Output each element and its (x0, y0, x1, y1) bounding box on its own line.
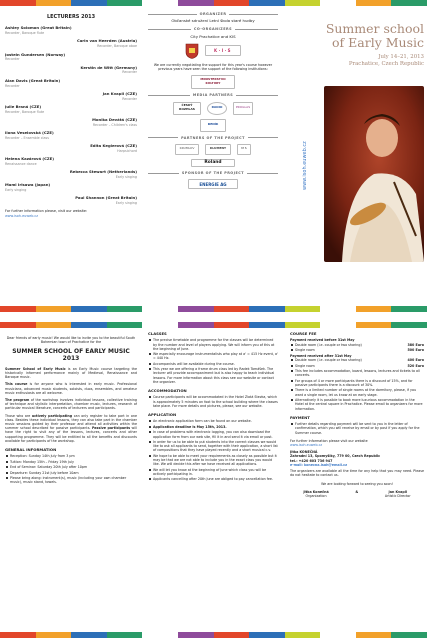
stripe-segment (142, 322, 178, 328)
list-item: We will let you know at the beginning of June which class you will be actively participating in. (148, 468, 278, 476)
contact-name: Jitka KONEČNÁ (290, 450, 318, 455)
list-item: We especially encourage instrumentalists who play at a' = 415 Hz event, a' = 440 Hz. (148, 352, 278, 360)
lecturer-name: Carin van Heerden (Austria) (76, 38, 137, 44)
contact-address: Zahradní 13, Spomyšlky, 779 00, Czech Republic (290, 454, 381, 459)
fee-row (290, 348, 424, 352)
lecturers-heading: LECTURERS 2013 (46, 14, 96, 20)
sponsor-rule (148, 171, 278, 175)
color-stripe-middle-lower (0, 322, 427, 328)
city-crest-icon (185, 43, 199, 59)
media-rule (148, 93, 278, 97)
list-item: Application deadline is May 15th, 2013. (148, 425, 278, 429)
fee-before-label: Payment received before 31st May (290, 338, 355, 343)
cover-title-line1: Summer school (325, 21, 424, 36)
fee-row (290, 358, 424, 362)
welcome-para-4: Those who are actively participating can only register to take part in one class. Besides these individual lessons, they can also take part in the chamber music sessions guided by their professor and attend all activities within the summer school described for passive participants. Passive participants will have the right to visit any of the lessons, lectures, concerts and other supporting programme. They will be entitled to all the benefits and discounts available for participants of the workshop. (5, 413, 137, 443)
list-item: Accompanists will be available during the course. (148, 362, 278, 366)
lecturer-name: Paul Shannon (Great Britain) (75, 195, 137, 201)
stripe-segment (285, 306, 321, 312)
stripe-segment (391, 632, 427, 638)
cover-vertical-url[interactable]: www.isoh.euweb.cz (302, 141, 308, 190)
partner-logos (148, 144, 278, 155)
stripe-segment (356, 632, 392, 638)
coorg-text: City Prachatice and KIS (190, 33, 236, 39)
cover-dates: July 14–21, 2013 (378, 53, 424, 60)
stripe-segment (356, 0, 392, 6)
list-item: Departure: Sunday 21st July before 10am (5, 471, 137, 475)
stripe-segment (178, 322, 214, 328)
media-label: MEDIA PARTNERS (192, 93, 234, 98)
list-item: This fee includes accommodation, board, lessons, lectures and tickets to all concerts. (290, 369, 424, 377)
lecturer-entry (5, 131, 137, 140)
roland-logo-row (148, 159, 278, 167)
ministry-logo: MINISTERSTVO KULTURY (191, 75, 235, 89)
color-stripe-top (0, 0, 427, 6)
stripe-segment (356, 322, 392, 328)
coorg-label: CO-ORGANIZERS (193, 27, 233, 32)
media-logos (148, 102, 278, 115)
lecturer-name: Kerstin de Witt (Germany) (80, 64, 137, 70)
stripe-segment (36, 632, 72, 638)
stripe-segment (249, 322, 285, 328)
lecturer-name: Mami Irisawa (Japan) (5, 182, 51, 188)
list-item: In case of problems with electronic logging, you can also download the application form from our web site, fill it in and send it via email or post. (148, 430, 278, 438)
lecturer-name: Jostein Gundersen (Norway) (5, 51, 66, 57)
partners-rule (148, 136, 278, 140)
stripe-segment (0, 632, 36, 638)
partners-label: PARTNERS OF THE PROJECT (181, 135, 245, 140)
lecturer-role: Recorder (5, 57, 20, 62)
cover-panel (290, 10, 424, 304)
sponsor-logo-row (148, 179, 278, 189)
stripe-segment (107, 0, 143, 6)
list-item: Reception: Sunday 14th July from 3 pm (5, 454, 137, 458)
stripe-segment (0, 0, 36, 6)
fee-notes-list (290, 369, 424, 411)
stripe-segment (71, 306, 107, 312)
lecturer-entry (5, 105, 137, 114)
stripe-segment (320, 322, 356, 328)
ministry-logo-row (148, 75, 278, 89)
lecturer-entry (5, 157, 137, 166)
lecturer-list (5, 26, 137, 205)
list-item: For groups of 4 or more participants there is a discount of 15%, and for passive participants there is a discount of 30%. (290, 379, 424, 387)
stripe-segment (320, 632, 356, 638)
fee-label: Double room (i.e. couple or two sharing) (295, 358, 362, 363)
stripe-segment (178, 306, 214, 312)
color-stripe-bottom (0, 632, 427, 638)
fee-amount: 520 Euro (407, 363, 424, 368)
signature-ampersand: & (355, 489, 359, 494)
lecturer-role: Recorder, Baroque flute (5, 31, 45, 36)
list-item: Applicants cancelling after 20th June are obliged to pay cancellation fee. (148, 477, 278, 481)
list-item: There is a limited number of single rooms at the dormitory, please, if you want a single room, let us know at an early stage. (290, 388, 424, 396)
lecturer-role: Recorder (122, 70, 137, 75)
contact-email-link[interactable]: e-mail: konecna.isoh@email.cz (290, 462, 348, 467)
welcome-lead: Dear friends of early music! We would like to invite you to the beautiful South Bohemian town of Prachatice for the (6, 336, 136, 345)
krumlov-logo: KRUMLOV (175, 144, 199, 155)
list-item: Course participants will be accommodated in the Hotel Zlatá Stezka, which is approximately 5 minutes on foot to the school building where the classes take place. For more details and pictures, please, see our website. (148, 395, 278, 408)
lecturer-role: Early singing (115, 201, 137, 206)
list-item: End of Seminar: Saturday 20th July after 10pm (5, 465, 137, 469)
accommodation-list (148, 395, 278, 408)
lecturer-entry (5, 196, 137, 205)
fee-after-label: Payment received after 31st May (290, 354, 352, 359)
lecturer-entry (5, 39, 137, 48)
signature-organizer: Jitka Konečná Organization (303, 489, 329, 498)
classes-panel (148, 332, 278, 630)
stripe-segment (107, 306, 143, 312)
application-heading: APPLICATION (148, 412, 177, 418)
fee-before-list (290, 343, 424, 353)
contact-closing: We are looking forward to seeing you soon! (321, 481, 393, 486)
signature-director: Jan Kvapil Artistic Director (384, 489, 411, 498)
painting-musician-icon (324, 86, 424, 262)
lecturer-role: Harpsichord (117, 148, 137, 153)
contact-info: For further information please visit our website (290, 438, 368, 443)
stripe-segment (142, 0, 178, 6)
stripe-segment (107, 322, 143, 328)
stripe-segment (285, 632, 321, 638)
lecturer-entry (5, 170, 137, 179)
welcome-panel (5, 332, 137, 630)
stripe-segment (142, 306, 178, 312)
lecturer-name: Julie Braná (CZE) (5, 103, 42, 109)
organizers-panel (148, 10, 278, 304)
organizer-rule (148, 12, 278, 16)
lecturer-entry (5, 144, 137, 153)
lecturer-role: Recorder, Baroque oboe (97, 44, 137, 49)
lecturer-entry (5, 118, 137, 127)
lecturer-role: Recorder, Baroque flute (5, 109, 45, 114)
fee-label: Single room (295, 363, 315, 368)
lecturer-name: Ashley Solomon (Great Britain) (5, 25, 72, 31)
support-text: We are currently negotiating the support for this year's course however previous years have seen the support of the following institutions: (153, 62, 273, 71)
lecturer-role: Recorder (122, 96, 137, 101)
fee-label: Single room (295, 347, 315, 352)
coorg-logos (148, 43, 278, 59)
cover-place: Prachatice, Czech Republic (348, 61, 424, 68)
lecturer-name: Monika Devátá (CZE) (92, 116, 137, 122)
lecturer-entry (5, 53, 137, 62)
stripe-segment (107, 632, 143, 638)
classes-list (148, 338, 278, 384)
lecturers-panel (5, 10, 137, 304)
lecturer-name: Alan Davis (Great Britain) (5, 77, 61, 83)
lecturer-role: Early singing (5, 188, 27, 193)
stripe-segment (36, 322, 72, 328)
ms-logo: M S (237, 144, 251, 155)
lecturers-website-link[interactable]: www.isoh.euweb.cz (5, 213, 39, 218)
stripe-segment (391, 306, 427, 312)
welcome-para-1: Summer School of Early Music is an Early Music course targeting the historically informed performance mainly of Medieval, Renaissance and Baroque music. (5, 366, 137, 380)
stripe-segment (71, 322, 107, 328)
stripe-segment (320, 0, 356, 6)
stripe-segment (249, 632, 285, 638)
classes-heading: CLASSES (148, 332, 167, 336)
klument-logo: KLUMENT (205, 144, 231, 155)
contact-note: The organizers are available all the time for any help that you may need. Please do not hesitate to contact us. (290, 469, 424, 478)
lecturer-name: Ilona Veselovská (CZE) (5, 130, 54, 136)
roland-logo: Roland (191, 159, 235, 167)
fee-panel (290, 332, 424, 630)
stripe-segment (71, 632, 107, 638)
stripe-segment (214, 306, 250, 312)
organizer-label: ORGANIZER (199, 12, 227, 16)
lecturers-info: For further information please, visit our website: (5, 209, 88, 214)
fee-heading: COURSE FEE (290, 332, 317, 336)
list-item: Tuition: Monday 15th – Friday 19th July (5, 460, 137, 464)
lecturer-entry (5, 66, 137, 75)
color-stripe-middle-upper (0, 306, 427, 312)
stripe-segment (249, 306, 285, 312)
lecturer-role: Renaissance dance (5, 162, 37, 167)
stripe-segment (142, 632, 178, 638)
lecturer-name: Helena Kazárová (CZE) (5, 156, 54, 162)
sponsor-label: SPONSOR OF THE PROJECT (181, 170, 245, 175)
list-item: Alternatively it is possible to book more luxurious accommodation in the Hotel at the central square in Prachatice. Please email to organizers for more information. (290, 398, 424, 411)
lecturer-entry (5, 26, 137, 35)
stripe-segment (36, 0, 72, 6)
cover-title-line2: of Early Music (332, 34, 424, 50)
general-heading: GENERAL INFORMATION (5, 447, 57, 453)
stripe-segment (178, 0, 214, 6)
lecturer-name: Rebecca Stewart (Netherlands) (69, 169, 137, 175)
contact-tel: tel.: +420 603 736 947 (290, 458, 333, 463)
denik-logo: DENÍK (200, 119, 226, 132)
list-item: Please bring along: instrument(s), music (including your own chamber music), music stand, towels. (5, 476, 137, 484)
list-item: An electronic application form can be found on our website. (148, 419, 278, 423)
stripe-segment (214, 322, 250, 328)
payment-list (290, 422, 424, 435)
stripe-segment (178, 632, 214, 638)
list-item: This year we are offering a frame drum class led by Radek Tomášek. The lecturer will provide accompaniment but is also happy to teach individual lessons. For more information about this class see our website or contact the organizer. (148, 367, 278, 384)
list-item: The precise timetable and programme for the classes will be determined by the number and level of players applying. We will inform you of this at the beginning of June. (148, 338, 278, 351)
signatures (290, 490, 424, 498)
lecturer-entry (5, 183, 137, 192)
lecturer-name: Edita Keglerová (CZE) (90, 143, 137, 149)
general-list (5, 454, 137, 484)
stripe-segment (71, 0, 107, 6)
list-item: Further details regarding payment will be sent to you in the letter of confirmation, which you will receive by email or by post if you apply for the Summer course. (290, 422, 424, 435)
cover-painting-image (324, 86, 424, 262)
lecturer-entry (5, 92, 137, 101)
stripe-segment (391, 322, 427, 328)
stripe-segment (285, 322, 321, 328)
fee-after-list (290, 358, 424, 368)
radio-logo: RADIO (207, 102, 227, 115)
organizer-text: Občanské sdružení Letní škola staré hudby (171, 18, 255, 24)
welcome-heading: SUMMER SCHOOL OF EARLY MUSIC 2013 (12, 348, 130, 363)
fee-label: Double room (i.e. couple or two sharing) (295, 342, 362, 347)
lecturer-name: Jan Kvapil (CZE) (102, 90, 137, 96)
stripe-segment (249, 0, 285, 6)
lecturer-entry (5, 79, 137, 88)
fee-amount: 400 Euro (407, 358, 424, 363)
lecturer-role: Recorder – Children's class (92, 122, 137, 127)
stripe-segment (391, 0, 427, 6)
application-list (148, 419, 278, 481)
stripe-segment (320, 306, 356, 312)
lecturer-role: Recorder (5, 83, 20, 88)
stripe-segment (214, 632, 250, 638)
welcome-para-2: This course is for anyone who is interested in early music. Professional musicians, advanced music students, soloists, duos, ensembles, and amateur music enthusiasts are all welcome. (5, 382, 137, 395)
stripe-segment (0, 306, 36, 312)
lecturer-role: Recorder – Ensemble class (5, 135, 49, 140)
stripe-segment (285, 0, 321, 6)
coorg-rule (148, 27, 278, 31)
stripe-segment (356, 306, 392, 312)
cesky-rozhlas-logo: ČESKÝ ROZHLAS (173, 102, 201, 115)
list-item: We hope to be able to meet your requirements as closely as possible but it may be that we are not able to include you in the exact class you would like. We will decide this after we have received all applications. (148, 454, 278, 467)
energie-ag-logo: ENERGIE AG (188, 179, 238, 189)
payment-heading: PAYMENT (290, 414, 310, 420)
fee-row (290, 364, 424, 368)
lecturer-role: Early singing (115, 175, 137, 180)
fee-amount: 500 Euro (407, 347, 424, 352)
stripe-segment (214, 0, 250, 6)
contact-website-link[interactable]: www.isoh.euweb.cz (290, 443, 323, 447)
kis-logo: K·I·S (205, 45, 241, 56)
welcome-para-3: The program of the workshop involves individual lessons, collective training of technique and stylistic interpretation, chamber music, lectures, research of particular musical literature, concerts of lecturers and participants. (5, 397, 137, 411)
list-item: In order for us to be able to put students into the correct classes we would like to ask all applicants to send, together with their application, a short list of compositions that they have played recently and a short musical c.v. (148, 440, 278, 453)
media-logos-2 (148, 119, 278, 132)
fee-row (290, 343, 424, 347)
stripe-segment (36, 306, 72, 312)
proglas-logo: PROGLAS (233, 102, 253, 115)
stripe-segment (0, 322, 36, 328)
fee-amount: 380 Euro (407, 342, 424, 347)
accommodation-heading: ACCOMMODATION (148, 388, 187, 394)
